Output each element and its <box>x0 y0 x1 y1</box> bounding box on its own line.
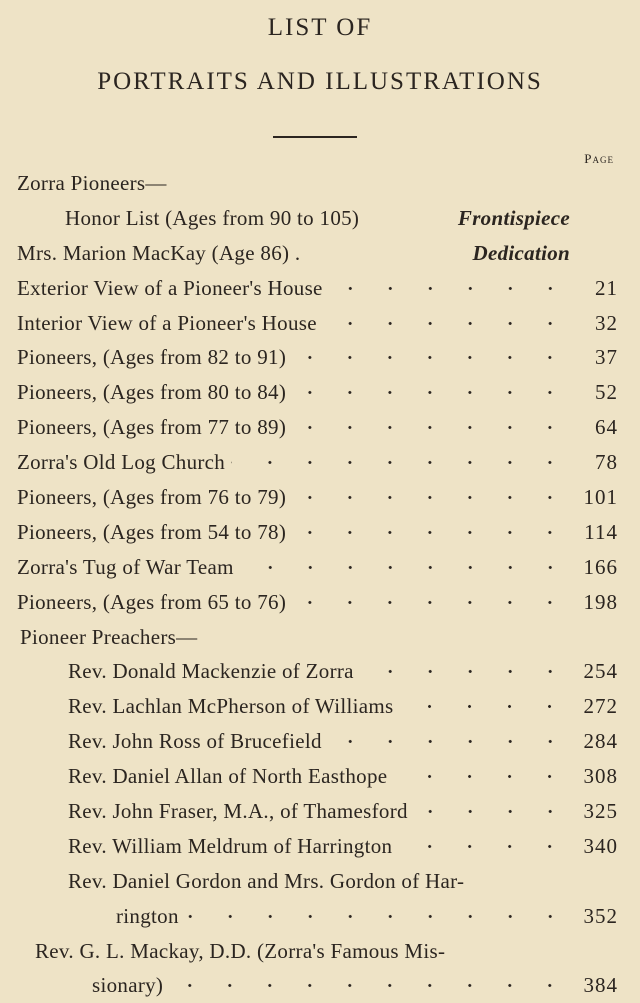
dot-leader <box>329 271 574 306</box>
list-entry <box>0 271 640 306</box>
entry-title: Rev. Donald Mackenzie of Zorra <box>68 659 354 684</box>
list-entry <box>0 201 640 236</box>
dot-leader <box>292 585 574 620</box>
entry-title: Honor List (Ages from 90 to 105) <box>65 205 360 230</box>
dot-leader <box>169 968 574 1003</box>
list-entry <box>0 236 640 271</box>
dot-leader <box>231 445 574 480</box>
entry-title: Zorra's Old Log Church <box>17 450 226 475</box>
list-entry <box>0 340 640 375</box>
entry-title: Mrs. Marion MacKay (Age 86) . <box>17 240 301 265</box>
entry-page-number: 32 <box>595 310 618 335</box>
entry-page-number: 21 <box>595 275 618 300</box>
list-entry <box>0 166 640 201</box>
entry-page-number: 166 <box>583 554 618 579</box>
entry-title: Pioneer Preachers— <box>20 624 198 649</box>
entry-title: Exterior View of a Pioneer's House <box>17 275 323 300</box>
entry-title: Interior View of a Pioneer's House <box>17 310 317 335</box>
entry-title: Rev. Lachlan McPherson of Williams <box>68 694 394 719</box>
dot-leader <box>292 375 574 410</box>
list-entry <box>0 550 640 585</box>
list-entry <box>0 759 640 794</box>
entry-title: Rev. Daniel Gordon and Mrs. Gordon of Har- <box>68 868 465 893</box>
title-rule-divider <box>273 136 357 138</box>
list-entry <box>0 375 640 410</box>
entry-page-number: 254 <box>583 659 618 684</box>
entry-title: Pioneers, (Ages from 65 to 76) <box>17 589 287 614</box>
entry-page-number: 101 <box>583 484 618 509</box>
dot-leader <box>414 794 574 829</box>
entry-page-number: 114 <box>584 519 618 544</box>
list-entry <box>0 968 640 1003</box>
list-entry <box>0 445 640 480</box>
page-column-header: Page <box>584 151 614 166</box>
list-entry <box>0 724 640 759</box>
entry-page-number: 272 <box>583 694 618 719</box>
entry-title: Rev. John Fraser, M.A., of Thamesford <box>68 798 408 823</box>
dot-leader <box>360 654 574 689</box>
entry-location-note: Frontispiece <box>457 205 570 230</box>
list-entry <box>0 794 640 829</box>
entry-page-number: 384 <box>583 973 618 998</box>
entry-page-number: 284 <box>583 729 618 754</box>
dot-leader <box>398 829 574 864</box>
entry-page-number: 37 <box>595 345 618 370</box>
entry-page-number: 78 <box>595 450 618 475</box>
entry-title: Pioneers, (Ages from 82 to 91) <box>17 345 287 370</box>
list-entry <box>0 480 640 515</box>
entry-title: rington <box>116 903 179 928</box>
entry-title: Pioneers, (Ages from 76 to 79) <box>17 484 287 509</box>
entry-page-number: 308 <box>583 764 618 789</box>
list-entry <box>0 899 640 934</box>
illustrations-list <box>0 166 640 1003</box>
list-entry <box>0 689 640 724</box>
entry-title: Rev. William Meldrum of Harrington <box>68 833 393 858</box>
list-entry <box>0 620 640 655</box>
entry-title: sionary) <box>92 973 164 998</box>
entry-page-number: 325 <box>583 798 618 823</box>
list-entry <box>0 934 640 969</box>
entry-title: Rev. John Ross of Brucefield <box>68 729 322 754</box>
entry-page-number: 64 <box>595 415 618 440</box>
list-entry <box>0 515 640 550</box>
entry-page-number: 340 <box>583 833 618 858</box>
list-entry <box>0 864 640 899</box>
entry-page-number: 352 <box>583 903 618 928</box>
entry-title: Rev. G. L. Mackay, D.D. (Zorra's Famous Mis- <box>35 938 446 963</box>
dot-leader <box>292 410 574 445</box>
list-entry <box>0 410 640 445</box>
dot-leader <box>240 550 574 585</box>
list-entry <box>0 306 640 341</box>
entry-title: Rev. Daniel Allan of North Easthope <box>68 764 388 789</box>
list-entry <box>0 829 640 864</box>
dot-leader <box>292 340 574 375</box>
entry-title: Zorra Pioneers— <box>17 170 167 195</box>
dot-leader <box>185 899 574 934</box>
list-entry <box>0 654 640 689</box>
title-line-2: PORTRAITS AND ILLUSTRATIONS <box>97 68 543 95</box>
entry-location-note: Dedication <box>472 240 570 265</box>
dot-leader <box>393 759 574 794</box>
dot-leader <box>292 515 574 550</box>
entry-title: Zorra's Tug of War Team <box>17 554 234 579</box>
dot-leader <box>328 724 574 759</box>
entry-page-number: 198 <box>583 589 618 614</box>
entry-title: Pioneers, (Ages from 80 to 84) <box>17 380 287 405</box>
entry-page-number: 52 <box>595 380 618 405</box>
dot-leader <box>292 480 574 515</box>
entry-title: Pioneers, (Ages from 54 to 78) <box>17 519 287 544</box>
list-entry <box>0 585 640 620</box>
dot-leader <box>323 306 574 341</box>
entry-title: Pioneers, (Ages from 77 to 89) <box>17 415 287 440</box>
title-line-1: LIST OF <box>267 14 373 41</box>
dot-leader <box>399 689 574 724</box>
